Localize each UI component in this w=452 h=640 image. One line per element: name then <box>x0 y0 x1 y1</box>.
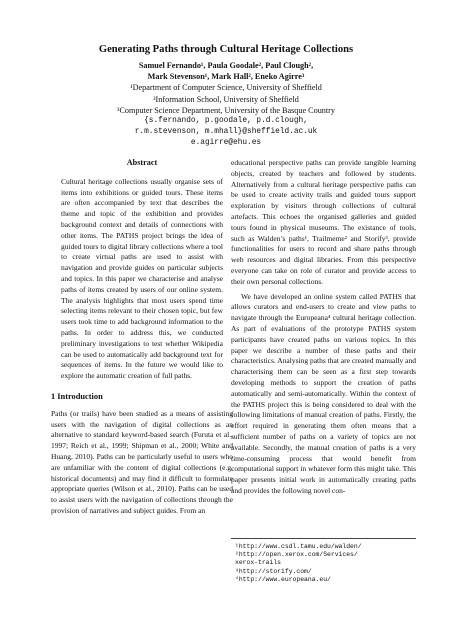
intro-heading: 1 Introduction <box>51 391 103 401</box>
paper-title: Generating Paths through Cultural Heritage Collections <box>98 44 354 55</box>
affiliation-3: ³Computer Science Department, University of the Basque Country <box>116 105 335 115</box>
affiliation-1: ¹Department of Computer Science, University of Sheffield <box>130 83 322 93</box>
email-line-1: {s.fernando, p.goodale, p.d.clough, <box>144 117 308 126</box>
footnote-2[interactable]: ²http://open.xerox.com/Services/ <box>235 551 358 559</box>
footnote-1[interactable]: ¹http://www.csdl.tamu.edu/walden/ <box>235 543 362 550</box>
right-paragraph-1: educational perspective paths can provide tangible learning objects, created by teachers and followed by students. Alternatively from a cultural heritage perspective paths can be used to create activity trails and guided tours support exploration by visitors through collections of cultural artefacts. This echoes the organised galleries and guided tours found in physical museums. The existance of tools, such as Walden’s paths¹, Trailmeme² and Storify³, provide functionalities for users to record and share paths through web resources and digital libraries. From this perspective everyone can take on role of curator and provide access to their own personal collections. <box>231 158 416 286</box>
affiliation-2: ²Information School, University of Sheffield <box>153 94 299 104</box>
right-paragraph-2: We have developed an online system called PATHS that allows curators and end-users to create and view paths to navigate through the Europeana⁴ cultural heritage collection. As part of evaluations of the prototype PATHS system participants have created paths on various topics. In this paper we describe a number of these paths and their characteristics. Analysing paths that are created manually and characterising them can be seen as a first step towards developing methods to support the creation of paths automatically and semi-automatically. Within the context of the PATHS project this is being considered to deal with the following limitations of manual creation of paths. Firstly, the effort required in generating them often means that a sufficient number of paths on a variety of topics are not available. Secondly, the manual creation of paths is a very time-consuming process that would benefit from computational support in whatever form this might take. This paper presents initial work in automatically creating paths and provides the following novel con- <box>231 291 416 495</box>
footnotes <box>231 538 416 584</box>
abstract-text: Cultural heritage collections usually organise sets of items into exhibitions or guided tours. These items are often accompanied by text that describes the theme and topic of the exhibition and provides background context and details of connections with other items. The PATHS project brings the idea of guided tours to digital library collections where a tool to create virtual paths are used to assist with navigation and provide guides on particular subjects and topics. In this paper we characterise and analyse paths of items created by users of our online system. The analysis highlights that most users spend time selecting items relevant to their chosen topic, but few users took time to add background information to the paths. In order to address this, we conducted preliminary investigations to test whether Wikipedia can be used to automatically add background text for sequences of items. In the future we would like to explore the automatic creation of full paths. <box>61 176 223 381</box>
abstract-heading: Abstract <box>126 158 158 167</box>
intro-paragraph-1: Paths (or trails) have been studied as a means of assisting users with the navigation of digital collections as an alternative to standard keyword-based search (Furuta et al., 1997; Reich et al., 1999; Shipman et al., 2000; White and Huang, 2010). Paths can be particularly useful to users who are unfamiliar with the content of digital collections (e.g. historical documents) and may find it difficult to formulate appropriate queries (Wilson et al., 2010). Paths can be used to assist users with the navigation of collections through the provision of narratives and subject guides. From an <box>51 408 233 515</box>
footnote-3[interactable]: ³http://storify.com/ <box>235 567 312 575</box>
footnote-4[interactable]: ⁴http://www.europeana.eu/ <box>235 575 331 583</box>
author-block <box>0 60 452 150</box>
email-line-3: e.agirre@ehu.es <box>190 139 262 148</box>
email-line-2: r.m.stevenson, m.mhall}@sheffield.ac.uk <box>134 128 318 137</box>
right-column <box>231 158 416 497</box>
left-column <box>51 158 233 517</box>
footnote-2-cont[interactable]: xerox-trails <box>235 559 282 567</box>
author-line-1: Samuel Fernando¹, Paula Goodale², Paul Clough², <box>138 61 314 70</box>
author-line-2: Mark Stevenson¹, Mark Hall², Eneko Agirre³ <box>147 72 305 82</box>
